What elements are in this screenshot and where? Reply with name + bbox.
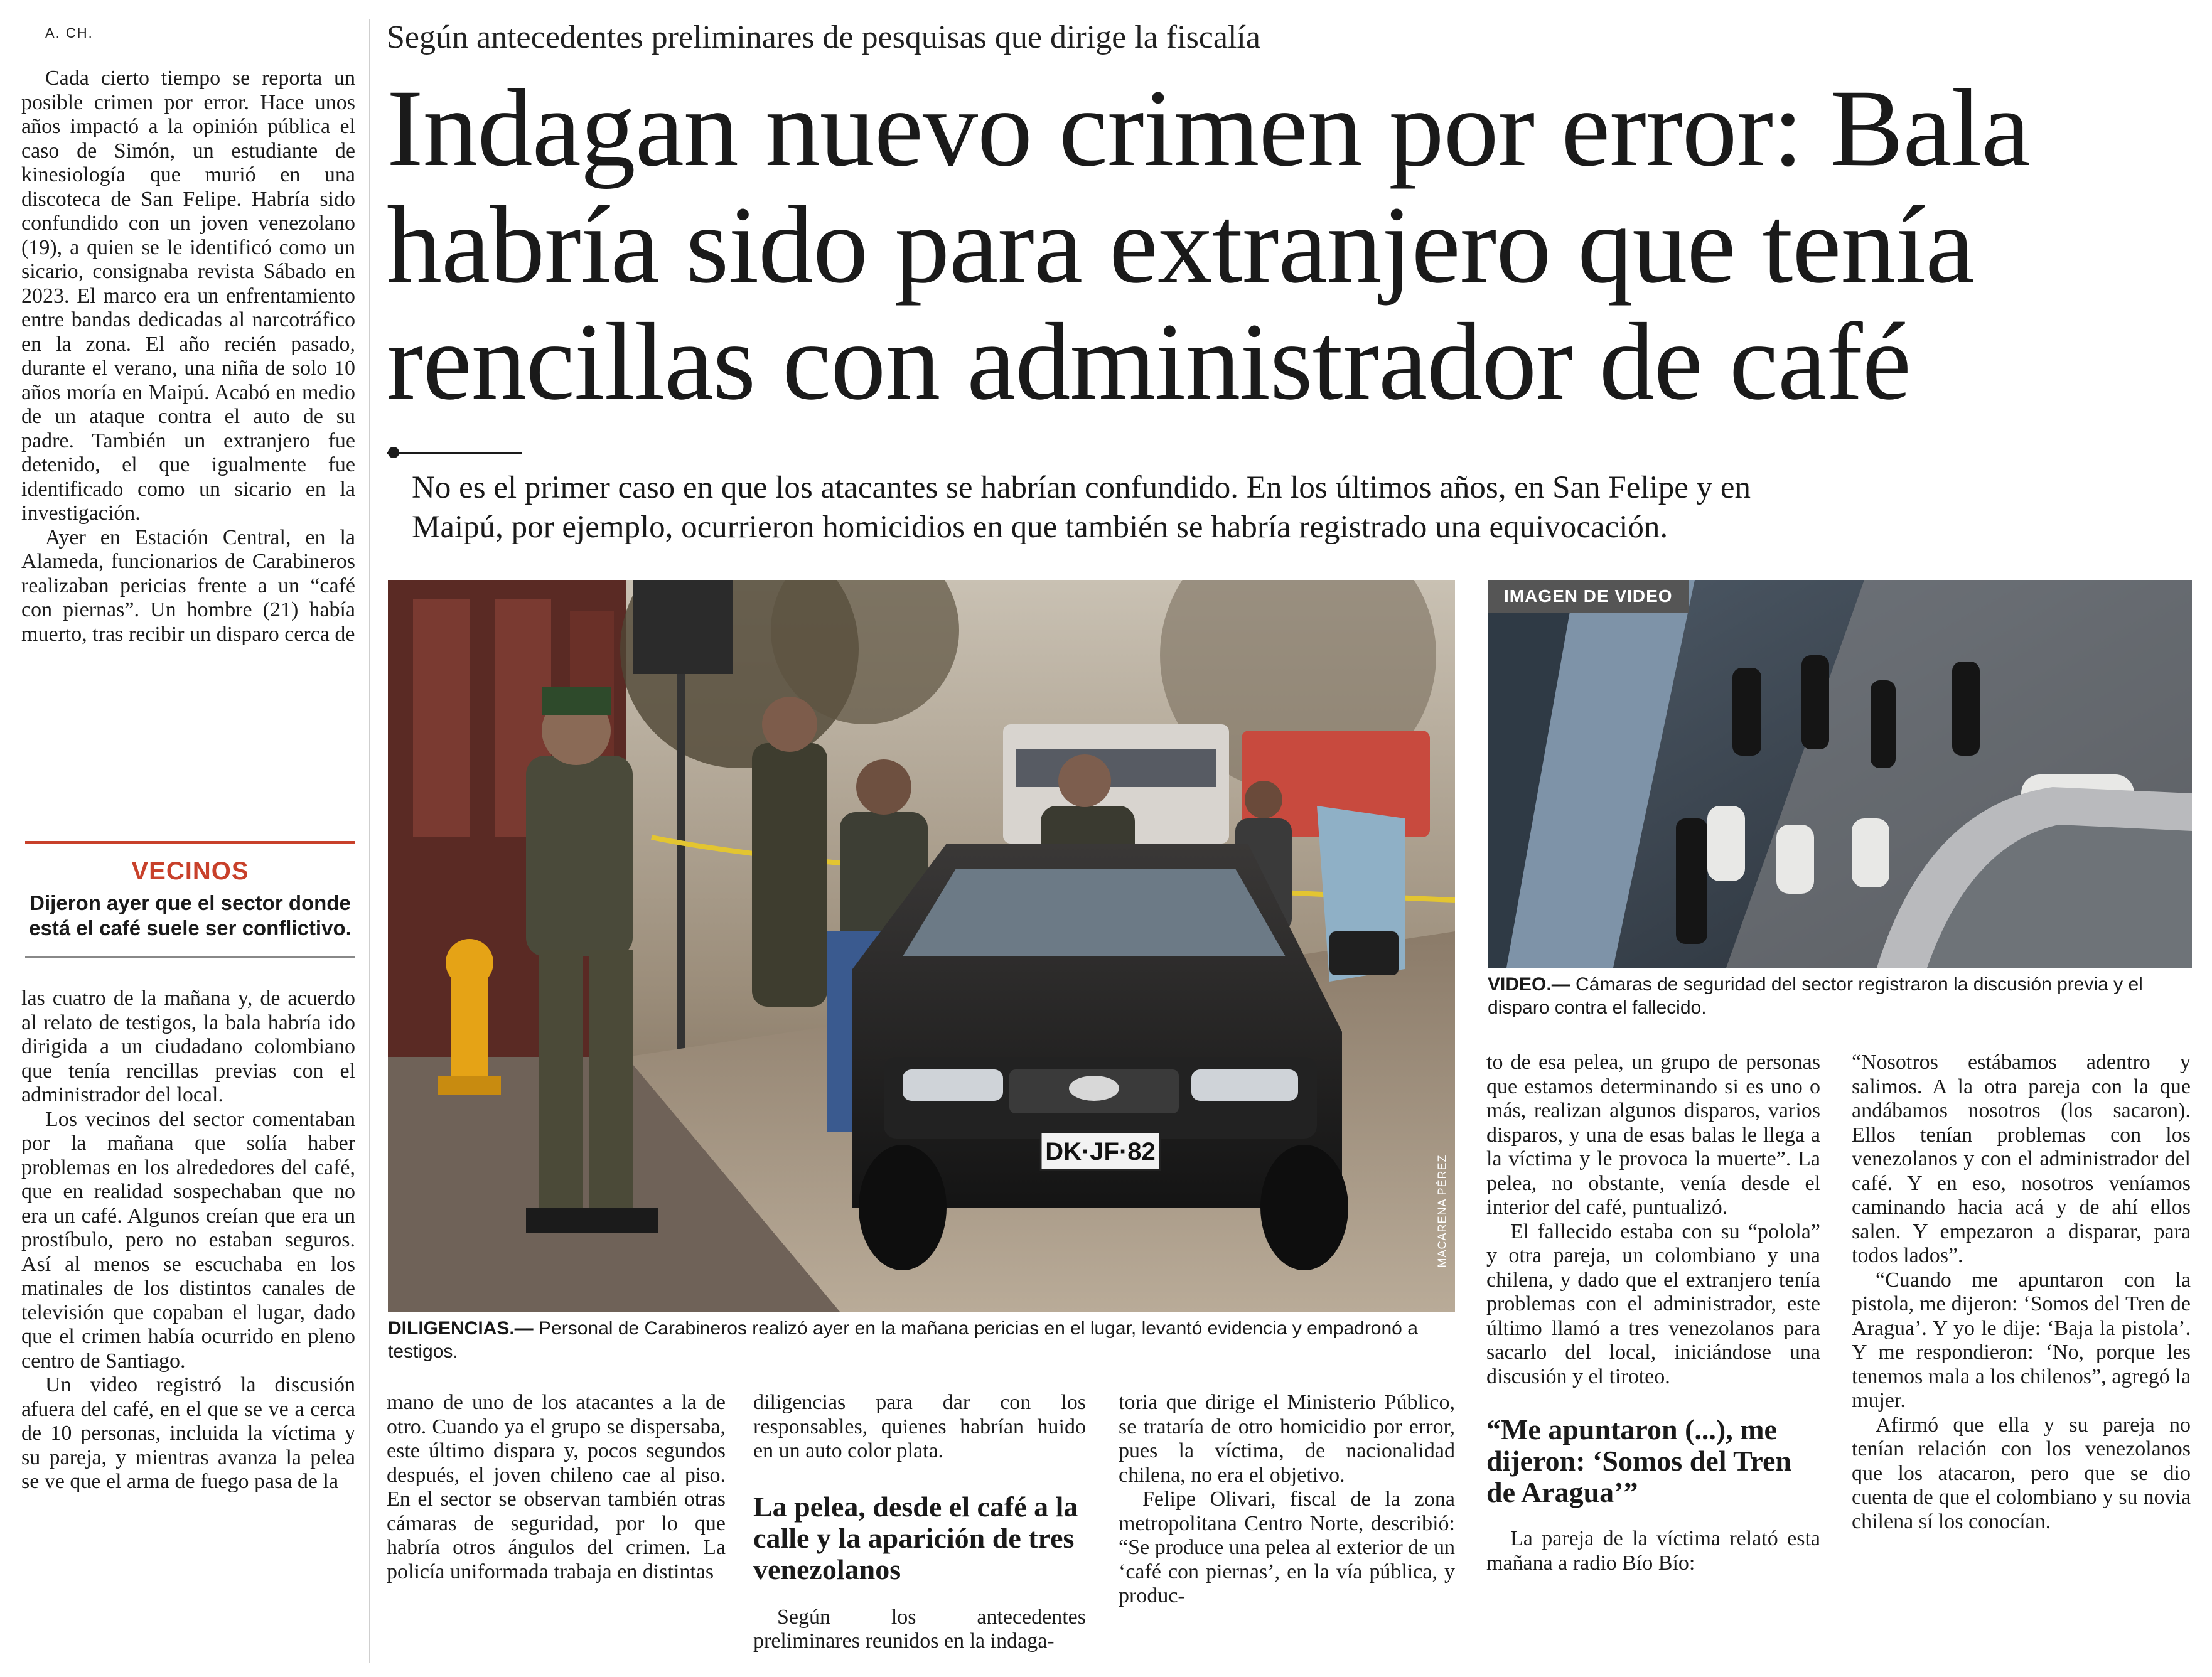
sidebar-paragraph: las cuatro de la mañana y, de acuerdo al relato de testigos, la bala habría ido dirigida a un ciudadano colombiano que tenía rencillas previas con el administrador del local. [21, 987, 355, 1106]
article-column-2 [387, 1391, 726, 1584]
vecinos-box-text: Dijeron ayer que el sector donde está el café suele ser conflictivo. [29, 891, 352, 940]
headline [387, 67, 2194, 423]
security-camera-image [1488, 580, 2192, 968]
bajada-line: Maipú, por ejemplo, ocurrieron homicidios en que también se habría registrado una equivocación. [412, 510, 1668, 545]
sidebar-column-bottom [21, 987, 355, 1494]
article-paragraph: El fallecido estaba con su “polola” y otra pareja, un colombiano y una chilena, y dado que el extranjero tenía problemas con el administrador, este último llamó a tres venezolanos para sacarlo del local, iniciándose una discusión y el tiroteo. [1486, 1219, 1820, 1388]
article-paragraph: La pareja de la víctima relató esta mañana a radio Bío Bío: [1486, 1527, 1820, 1575]
sidebar-column-top [21, 67, 355, 646]
headline-line: rencillas con administrador de café [387, 301, 1911, 423]
street-scene-image [388, 580, 1455, 1312]
main-photo-caption [388, 1317, 1455, 1363]
sidebar-paragraph: Un video registró la discusión afuera del café, en el que se ve a cerca de 10 personas, incluida la víctima y su pareja, y mientras avanza la pelea se ve que el arma de fuego pasa de la [21, 1373, 355, 1493]
article-paragraph: Felipe Olivari, fiscal de la zona metropolitana Centro Norte, describió: “Se produce una pelea al exterior de un ‘café con piernas’, en la vía pública, y produc- [1119, 1487, 1455, 1607]
subhead-tren-de-aragua: “Me apuntaron (...), me dijeron: ‘Somos del Tren de Aragua’” [1486, 1413, 1792, 1508]
article-paragraph: diligencias para dar con los responsables, quienes habrían huido en un auto color plata. [753, 1391, 1086, 1462]
sidebar-paragraph: Los vecinos del sector comentaban por la mañana que solía haber problemas en los alrededores del café, que en realidad sospechaban que no era un café. Algunos creían que era un prostíbulo, pero no estaban seguros. Así al menos se escuchaba en los matinales de los distintos canales de televisión que copaban el lugar, dado que el crimen había ocurrido en pleno centro de Santiago. [21, 1107, 355, 1373]
kicker: Según antecedentes preliminares de pesquisas que dirige la fiscalía [387, 19, 1260, 55]
vecinos-box-title: VECINOS [131, 857, 249, 885]
main-caption-text: Personal de Carabineros realizó ayer en la mañana pericias en el lugar, levantó evidencia y empadronó a testigos. [388, 1318, 1418, 1362]
video-badge: IMAGEN DE VIDEO [1488, 580, 1689, 613]
article-paragraph: “Nosotros estábamos adentro y salimos. A la otra pareja con la que andábamos nosotros (los sacaron). Ellos tenían problemas con los venezolanos y con el administrador del café. Y en eso, nosotros veníamos caminando hacia acá y de ahí ellos salen. Y empezaron a disparar, para todos lados”. [1852, 1051, 2191, 1267]
headline-line: Indagan nuevo crimen por error: Bala [387, 67, 2030, 190]
article-paragraph: mano de uno de los atacantes a la de otro. Cuando ya el grupo se dispersaba, este último dispara y, pocos segundos después, el joven chileno cae al piso. En el sector se observan también otras cámaras de seguridad, por lo que habría otros ángulos del crimen. La policía uniformada trabaja en distintas [387, 1391, 726, 1583]
bajada-rule [387, 452, 522, 454]
video-caption-label: VIDEO.— [1488, 974, 1570, 995]
main-caption-label: DILIGENCIAS.— [388, 1318, 534, 1339]
bajada-dot [388, 447, 399, 458]
bajada-line: No es el primer caso en que los atacantes se habrían confundido. En los últimos años, en San Felipe y en [412, 470, 1751, 505]
article-column-5 [1486, 1051, 1820, 1575]
sidebar-paragraph: Cada cierto tiempo se reporta un posible crimen por error. Hace unos años impactó a la opinión pública el caso de Simón, un estudiante de kinesiología que murió en una discoteca de San Felipe. Habría sido confundido con un joven venezolano (19), a quien se le identificó como un sicario, consignaba revista Sábado en 2023. El marco era un enfrentamiento entre bandas dedicadas al narcotráfico en la zona. El año recién pasado, durante el verano, una niña de solo 10 años moría en Maipú. Acabó en medio de un ataque contra el auto de su padre. También un extranjero fue detenido, el que igualmente fue identificado como un sicario en la investigación. [21, 67, 355, 525]
sidebar-divider [369, 19, 370, 1663]
photo-credit: MACARENA PÉREZ [1436, 1154, 1449, 1268]
article-column-4 [1119, 1391, 1455, 1609]
article-paragraph: “Cuando me apuntaron con la pistola, me dijeron: ‘Somos del Tren de Aragua’. Y yo le dije: ‘Baja la pistola’. Y me respondieron: ‘No, porque les tenemos mala a los chilenos”, agregó la mujer. [1852, 1268, 2191, 1412]
article-paragraph: Según los antecedentes preliminares reunidos en la indaga- [753, 1605, 1086, 1653]
article-paragraph: to de esa pelea, un grupo de personas que estamos determinando si es uno o más, realizan algunos disparos, varios disparos, y una de esas balas le llega a la víctima y le provoca la muerte”. La pelea, no obstante, venía desde el interior del café, puntualizó. [1486, 1051, 1820, 1219]
article-paragraph: toria que dirige el Ministerio Público, se trataría de otro homicidio por error, pues la víctima, de nacionalidad chilena, no era el objetivo. [1119, 1391, 1455, 1487]
headline-line: habría sido para extranjero que tenía [387, 184, 1974, 306]
video-caption-text: Cámaras de seguridad del sector registraron la discusión previa y el disparo contra el fallecido. [1488, 974, 2143, 1018]
license-plate: DK·JF·82 [1045, 1138, 1156, 1165]
byline: A. CH. [45, 25, 94, 41]
article-column-6 [1852, 1051, 2191, 1534]
main-photo [388, 580, 1455, 1312]
sidebar-paragraph: Ayer en Estación Central, en la Alameda, funcionarios de Carabineros realizaban pericias frente a un “café con piernas”. Un hombre (21) había muerto, tras recibir un disparo cerca de [21, 525, 355, 646]
vecinos-box [25, 841, 355, 958]
video-photo-caption [1488, 973, 2192, 1019]
subhead-pelea: La pelea, desde el café a la calle y la aparición de tres venezolanos [753, 1490, 1078, 1585]
article-paragraph: Afirmó que ella y su pareja no tenían relación con los venezolanos que los atacaron, pero que se dio cuenta de que el colombiano y su novia chilena sí los conocían. [1852, 1413, 2191, 1533]
video-photo [1488, 580, 2192, 968]
article-column-3 [753, 1391, 1086, 1654]
bajada [412, 468, 2194, 547]
